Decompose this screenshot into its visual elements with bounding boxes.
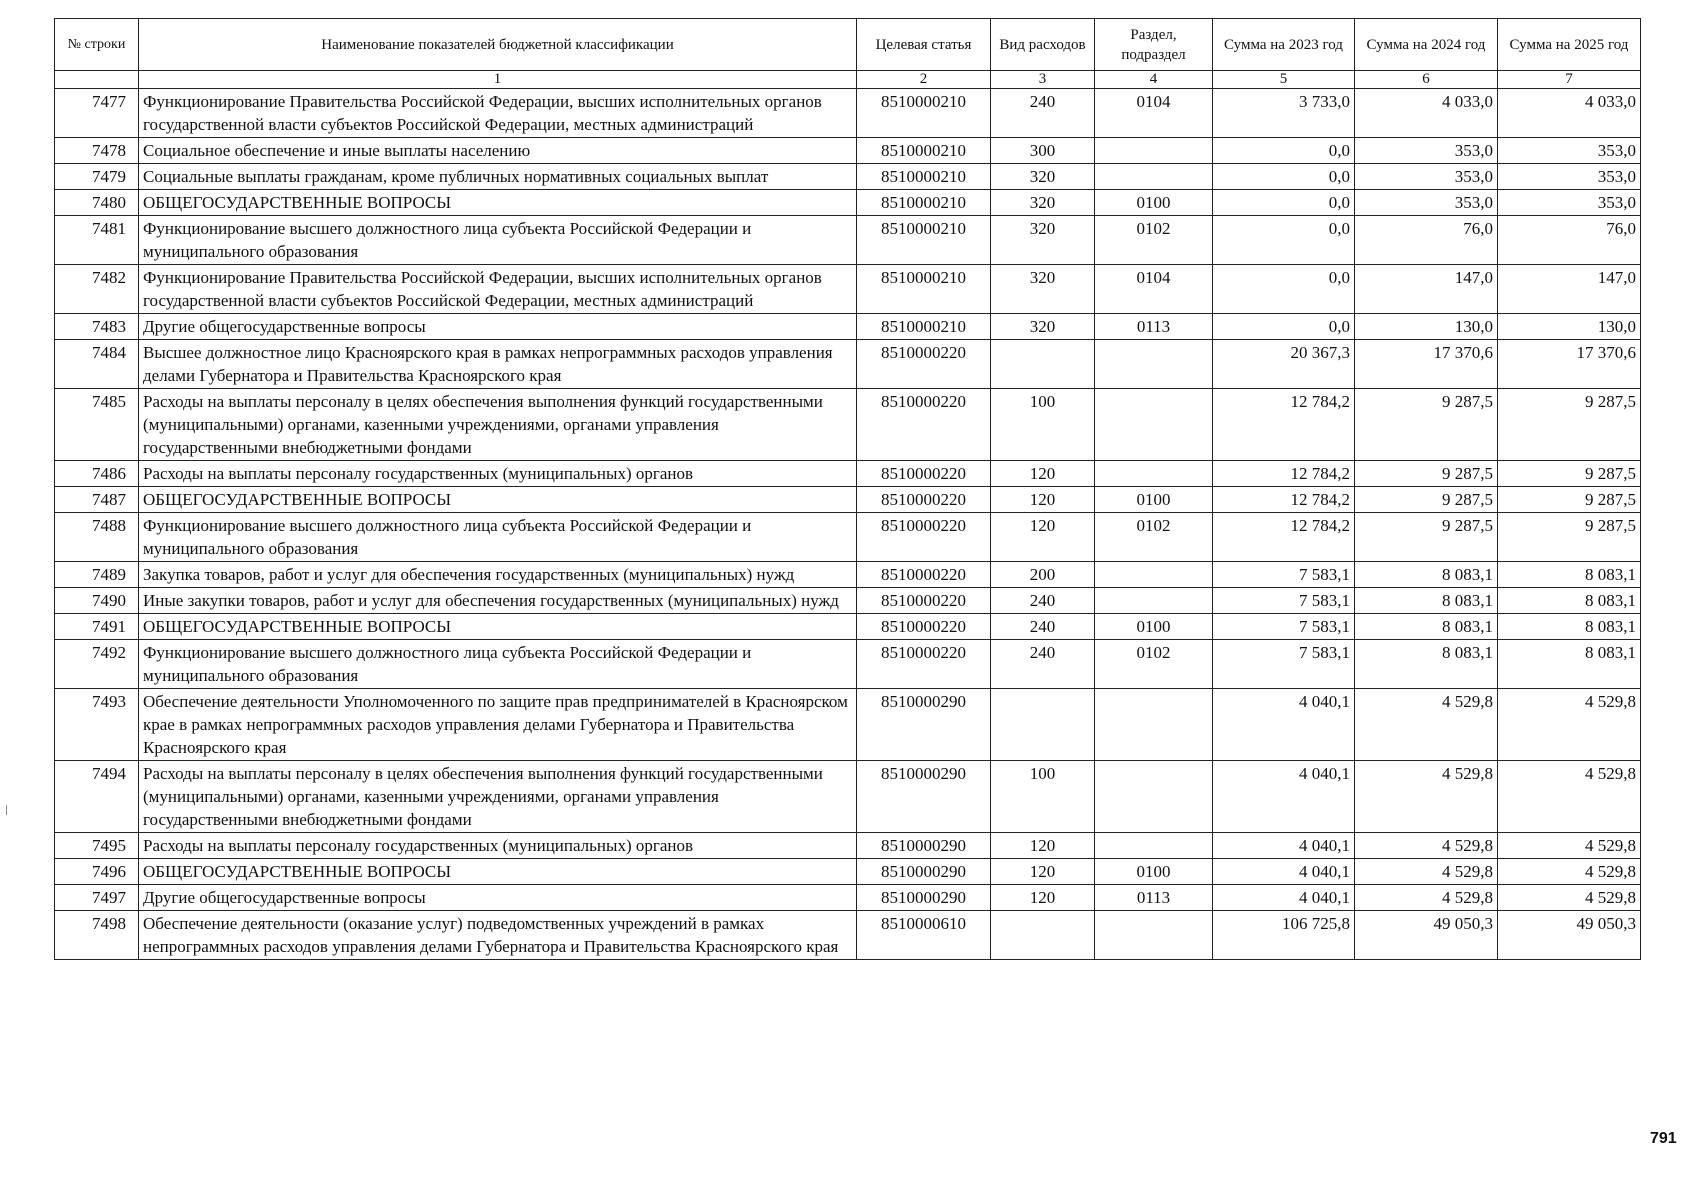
row-sum-2023: 12 784,2 xyxy=(1213,461,1355,487)
table-row xyxy=(55,138,1641,164)
row-section: 0104 xyxy=(1095,89,1213,138)
row-number: 7495 xyxy=(55,833,139,859)
col-number: 7 xyxy=(1498,71,1641,89)
row-sum-2025: 4 529,8 xyxy=(1498,885,1641,911)
row-sum-2024: 49 050,3 xyxy=(1355,911,1498,960)
header-row-no: № строки xyxy=(55,19,139,71)
table-row xyxy=(55,389,1641,461)
row-expense-type: 320 xyxy=(991,265,1095,314)
table-row xyxy=(55,911,1641,960)
row-number: 7492 xyxy=(55,640,139,689)
budget-table-sheet xyxy=(54,18,1640,960)
row-sum-2023: 106 725,8 xyxy=(1213,911,1355,960)
header-section: Раздел, подраздел xyxy=(1095,19,1213,71)
row-section: 0100 xyxy=(1095,614,1213,640)
row-name: Обеспечение деятельности Уполномоченного по защите прав предпринимателей в Красноярском крае в рамках непрограммных расходов управления делами Губернатора и Правительства Красноярского края xyxy=(139,689,857,761)
row-target-article: 8510000210 xyxy=(857,265,991,314)
row-sum-2023: 0,0 xyxy=(1213,265,1355,314)
table-row xyxy=(55,885,1641,911)
row-name: Функционирование высшего должностного лица субъекта Российской Федерации и муниципального образования xyxy=(139,216,857,265)
header-sum-2023: Сумма на 2023 год xyxy=(1213,19,1355,71)
row-target-article: 8510000220 xyxy=(857,340,991,389)
row-sum-2024: 4 033,0 xyxy=(1355,89,1498,138)
row-section: 0113 xyxy=(1095,314,1213,340)
row-sum-2025: 130,0 xyxy=(1498,314,1641,340)
table-row xyxy=(55,859,1641,885)
row-name: ОБЩЕГОСУДАРСТВЕННЫЕ ВОПРОСЫ xyxy=(139,859,857,885)
row-expense-type: 100 xyxy=(991,389,1095,461)
row-section: 0102 xyxy=(1095,216,1213,265)
row-section: 0100 xyxy=(1095,190,1213,216)
row-section xyxy=(1095,138,1213,164)
table-row xyxy=(55,164,1641,190)
row-sum-2025: 4 529,8 xyxy=(1498,761,1641,833)
table-row xyxy=(55,340,1641,389)
col-number: 5 xyxy=(1213,71,1355,89)
row-expense-type: 240 xyxy=(991,614,1095,640)
row-sum-2025: 4 529,8 xyxy=(1498,689,1641,761)
row-sum-2024: 8 083,1 xyxy=(1355,640,1498,689)
row-section: 0102 xyxy=(1095,513,1213,562)
row-target-article: 8510000290 xyxy=(857,761,991,833)
row-target-article: 8510000220 xyxy=(857,513,991,562)
header-sum-2024: Сумма на 2024 год xyxy=(1355,19,1498,71)
row-sum-2025: 353,0 xyxy=(1498,138,1641,164)
row-target-article: 8510000210 xyxy=(857,314,991,340)
row-section xyxy=(1095,911,1213,960)
row-section xyxy=(1095,562,1213,588)
row-number: 7481 xyxy=(55,216,139,265)
row-sum-2024: 353,0 xyxy=(1355,190,1498,216)
row-sum-2023: 7 583,1 xyxy=(1213,588,1355,614)
row-sum-2024: 4 529,8 xyxy=(1355,885,1498,911)
table-row xyxy=(55,461,1641,487)
table-row xyxy=(55,216,1641,265)
row-sum-2024: 4 529,8 xyxy=(1355,833,1498,859)
row-sum-2024: 4 529,8 xyxy=(1355,859,1498,885)
table-row xyxy=(55,588,1641,614)
row-sum-2023: 4 040,1 xyxy=(1213,761,1355,833)
page-number: 791 xyxy=(1650,1130,1677,1147)
row-section: 0100 xyxy=(1095,859,1213,885)
row-sum-2025: 4 033,0 xyxy=(1498,89,1641,138)
row-sum-2023: 3 733,0 xyxy=(1213,89,1355,138)
row-target-article: 8510000220 xyxy=(857,389,991,461)
row-sum-2023: 4 040,1 xyxy=(1213,859,1355,885)
row-number: 7490 xyxy=(55,588,139,614)
row-sum-2024: 9 287,5 xyxy=(1355,487,1498,513)
table-row xyxy=(55,833,1641,859)
row-number: 7489 xyxy=(55,562,139,588)
row-target-article: 8510000220 xyxy=(857,614,991,640)
table-row xyxy=(55,487,1641,513)
row-expense-type: 320 xyxy=(991,190,1095,216)
row-number: 7480 xyxy=(55,190,139,216)
row-sum-2023: 7 583,1 xyxy=(1213,614,1355,640)
row-sum-2024: 9 287,5 xyxy=(1355,513,1498,562)
header-sum-2025: Сумма на 2025 год xyxy=(1498,19,1641,71)
table-row xyxy=(55,314,1641,340)
row-number: 7487 xyxy=(55,487,139,513)
row-sum-2023: 12 784,2 xyxy=(1213,487,1355,513)
row-expense-type: 120 xyxy=(991,885,1095,911)
row-target-article: 8510000610 xyxy=(857,911,991,960)
row-target-article: 8510000210 xyxy=(857,138,991,164)
row-target-article: 8510000210 xyxy=(857,164,991,190)
row-expense-type: 120 xyxy=(991,859,1095,885)
row-name: ОБЩЕГОСУДАРСТВЕННЫЕ ВОПРОСЫ xyxy=(139,190,857,216)
row-section: 0104 xyxy=(1095,265,1213,314)
row-sum-2024: 4 529,8 xyxy=(1355,761,1498,833)
row-section xyxy=(1095,461,1213,487)
row-number: 7497 xyxy=(55,885,139,911)
row-name: Расходы на выплаты персоналу в целях обеспечения выполнения функций государственными (муниципальными) органами, казенными учреждениями, органами управления государственными внебюджетными фондами xyxy=(139,761,857,833)
row-sum-2024: 8 083,1 xyxy=(1355,588,1498,614)
row-target-article: 8510000220 xyxy=(857,461,991,487)
row-name: Иные закупки товаров, работ и услуг для обеспечения государственных (муниципальных) нужд xyxy=(139,588,857,614)
row-sum-2024: 9 287,5 xyxy=(1355,389,1498,461)
row-sum-2025: 147,0 xyxy=(1498,265,1641,314)
row-name: Другие общегосударственные вопросы xyxy=(139,314,857,340)
row-expense-type: 120 xyxy=(991,461,1095,487)
header-name: Наименование показателей бюджетной классификации xyxy=(139,19,857,71)
row-sum-2025: 17 370,6 xyxy=(1498,340,1641,389)
row-sum-2024: 147,0 xyxy=(1355,265,1498,314)
col-number: 1 xyxy=(139,71,857,89)
row-number: 7484 xyxy=(55,340,139,389)
row-expense-type: 120 xyxy=(991,487,1095,513)
row-sum-2024: 17 370,6 xyxy=(1355,340,1498,389)
row-target-article: 8510000220 xyxy=(857,487,991,513)
table-row xyxy=(55,89,1641,138)
row-sum-2025: 353,0 xyxy=(1498,190,1641,216)
row-expense-type xyxy=(991,911,1095,960)
col-number: 3 xyxy=(991,71,1095,89)
row-name: ОБЩЕГОСУДАРСТВЕННЫЕ ВОПРОСЫ xyxy=(139,487,857,513)
table-row xyxy=(55,761,1641,833)
row-number: 7488 xyxy=(55,513,139,562)
row-section: 0102 xyxy=(1095,640,1213,689)
row-name: Высшее должностное лицо Красноярского края в рамках непрограммных расходов управления делами Губернатора и Правительства Красноярского края xyxy=(139,340,857,389)
header-row xyxy=(55,19,1641,71)
row-sum-2024: 8 083,1 xyxy=(1355,614,1498,640)
header-exp-type: Вид расходов xyxy=(991,19,1095,71)
row-number: 7479 xyxy=(55,164,139,190)
row-target-article: 8510000220 xyxy=(857,562,991,588)
table-row xyxy=(55,190,1641,216)
row-target-article: 8510000290 xyxy=(857,885,991,911)
row-name: Расходы на выплаты персоналу государственных (муниципальных) органов xyxy=(139,833,857,859)
row-sum-2025: 4 529,8 xyxy=(1498,833,1641,859)
row-number: 7491 xyxy=(55,614,139,640)
row-expense-type: 240 xyxy=(991,640,1095,689)
row-expense-type: 120 xyxy=(991,513,1095,562)
row-name: Обеспечение деятельности (оказание услуг) подведомственных учреждений в рамках непрограммных расходов управления делами Губернатора и Правительства Красноярского края xyxy=(139,911,857,960)
row-name: Расходы на выплаты персоналу государственных (муниципальных) органов xyxy=(139,461,857,487)
row-number: 7496 xyxy=(55,859,139,885)
row-target-article: 8510000220 xyxy=(857,640,991,689)
table-row xyxy=(55,614,1641,640)
row-number: 7478 xyxy=(55,138,139,164)
row-section xyxy=(1095,588,1213,614)
row-sum-2023: 0,0 xyxy=(1213,138,1355,164)
margin-tick xyxy=(6,805,7,815)
row-target-article: 8510000210 xyxy=(857,216,991,265)
row-sum-2024: 8 083,1 xyxy=(1355,562,1498,588)
header-target: Целевая статья xyxy=(857,19,991,71)
row-target-article: 8510000290 xyxy=(857,833,991,859)
row-expense-type: 320 xyxy=(991,216,1095,265)
table-row xyxy=(55,513,1641,562)
row-name: Другие общегосударственные вопросы xyxy=(139,885,857,911)
row-expense-type: 100 xyxy=(991,761,1095,833)
row-expense-type: 320 xyxy=(991,314,1095,340)
row-section xyxy=(1095,761,1213,833)
row-number: 7482 xyxy=(55,265,139,314)
row-target-article: 8510000210 xyxy=(857,89,991,138)
row-target-article: 8510000210 xyxy=(857,190,991,216)
row-section xyxy=(1095,833,1213,859)
row-sum-2023: 7 583,1 xyxy=(1213,562,1355,588)
row-sum-2025: 353,0 xyxy=(1498,164,1641,190)
row-sum-2023: 12 784,2 xyxy=(1213,513,1355,562)
row-section: 0113 xyxy=(1095,885,1213,911)
table-row xyxy=(55,640,1641,689)
row-sum-2025: 9 287,5 xyxy=(1498,389,1641,461)
col-number: 6 xyxy=(1355,71,1498,89)
row-name: Функционирование высшего должностного лица субъекта Российской Федерации и муниципального образования xyxy=(139,513,857,562)
row-sum-2024: 130,0 xyxy=(1355,314,1498,340)
row-name: ОБЩЕГОСУДАРСТВЕННЫЕ ВОПРОСЫ xyxy=(139,614,857,640)
row-expense-type: 240 xyxy=(991,588,1095,614)
row-name: Расходы на выплаты персоналу в целях обеспечения выполнения функций государственными (муниципальными) органами, казенными учреждениями, органами управления государственными внебюджетными фондами xyxy=(139,389,857,461)
row-expense-type: 120 xyxy=(991,833,1095,859)
row-number: 7483 xyxy=(55,314,139,340)
row-sum-2025: 4 529,8 xyxy=(1498,859,1641,885)
row-sum-2024: 76,0 xyxy=(1355,216,1498,265)
column-number-row xyxy=(55,71,1641,89)
col-number: 2 xyxy=(857,71,991,89)
row-sum-2023: 12 784,2 xyxy=(1213,389,1355,461)
row-sum-2023: 0,0 xyxy=(1213,216,1355,265)
row-sum-2023: 20 367,3 xyxy=(1213,340,1355,389)
row-number: 7498 xyxy=(55,911,139,960)
row-number: 7477 xyxy=(55,89,139,138)
row-name: Функционирование Правительства Российской Федерации, высших исполнительных органов государственной власти субъектов Российской Федерации, местных администраций xyxy=(139,265,857,314)
row-sum-2025: 76,0 xyxy=(1498,216,1641,265)
row-sum-2025: 49 050,3 xyxy=(1498,911,1641,960)
row-section xyxy=(1095,340,1213,389)
row-number: 7494 xyxy=(55,761,139,833)
row-name: Функционирование Правительства Российской Федерации, высших исполнительных органов государственной власти субъектов Российской Федерации, местных администраций xyxy=(139,89,857,138)
col-number xyxy=(55,71,139,89)
row-sum-2025: 8 083,1 xyxy=(1498,588,1641,614)
row-name: Функционирование высшего должностного лица субъекта Российской Федерации и муниципального образования xyxy=(139,640,857,689)
row-sum-2025: 9 287,5 xyxy=(1498,513,1641,562)
row-sum-2023: 7 583,1 xyxy=(1213,640,1355,689)
row-sum-2025: 8 083,1 xyxy=(1498,614,1641,640)
row-sum-2023: 4 040,1 xyxy=(1213,689,1355,761)
table-row xyxy=(55,689,1641,761)
row-target-article: 8510000290 xyxy=(857,859,991,885)
row-sum-2025: 9 287,5 xyxy=(1498,487,1641,513)
row-section xyxy=(1095,689,1213,761)
budget-table xyxy=(54,18,1641,960)
row-sum-2025: 8 083,1 xyxy=(1498,640,1641,689)
row-expense-type: 300 xyxy=(991,138,1095,164)
row-number: 7493 xyxy=(55,689,139,761)
row-target-article: 8510000290 xyxy=(857,689,991,761)
table-row xyxy=(55,562,1641,588)
row-sum-2023: 0,0 xyxy=(1213,314,1355,340)
row-expense-type: 200 xyxy=(991,562,1095,588)
row-expense-type: 240 xyxy=(991,89,1095,138)
row-target-article: 8510000220 xyxy=(857,588,991,614)
row-sum-2025: 9 287,5 xyxy=(1498,461,1641,487)
row-name: Социальные выплаты гражданам, кроме публичных нормативных социальных выплат xyxy=(139,164,857,190)
row-name: Закупка товаров, работ и услуг для обеспечения государственных (муниципальных) нужд xyxy=(139,562,857,588)
row-sum-2023: 0,0 xyxy=(1213,164,1355,190)
row-sum-2024: 353,0 xyxy=(1355,164,1498,190)
row-section: 0100 xyxy=(1095,487,1213,513)
row-sum-2025: 8 083,1 xyxy=(1498,562,1641,588)
row-number: 7485 xyxy=(55,389,139,461)
col-number: 4 xyxy=(1095,71,1213,89)
row-sum-2024: 353,0 xyxy=(1355,138,1498,164)
row-sum-2024: 9 287,5 xyxy=(1355,461,1498,487)
row-sum-2023: 4 040,1 xyxy=(1213,885,1355,911)
row-sum-2023: 4 040,1 xyxy=(1213,833,1355,859)
row-expense-type: 320 xyxy=(991,164,1095,190)
row-expense-type xyxy=(991,689,1095,761)
row-section xyxy=(1095,389,1213,461)
row-sum-2023: 0,0 xyxy=(1213,190,1355,216)
table-body xyxy=(55,89,1641,960)
row-number: 7486 xyxy=(55,461,139,487)
row-sum-2024: 4 529,8 xyxy=(1355,689,1498,761)
table-row xyxy=(55,265,1641,314)
row-expense-type xyxy=(991,340,1095,389)
row-section xyxy=(1095,164,1213,190)
row-name: Социальное обеспечение и иные выплаты населению xyxy=(139,138,857,164)
